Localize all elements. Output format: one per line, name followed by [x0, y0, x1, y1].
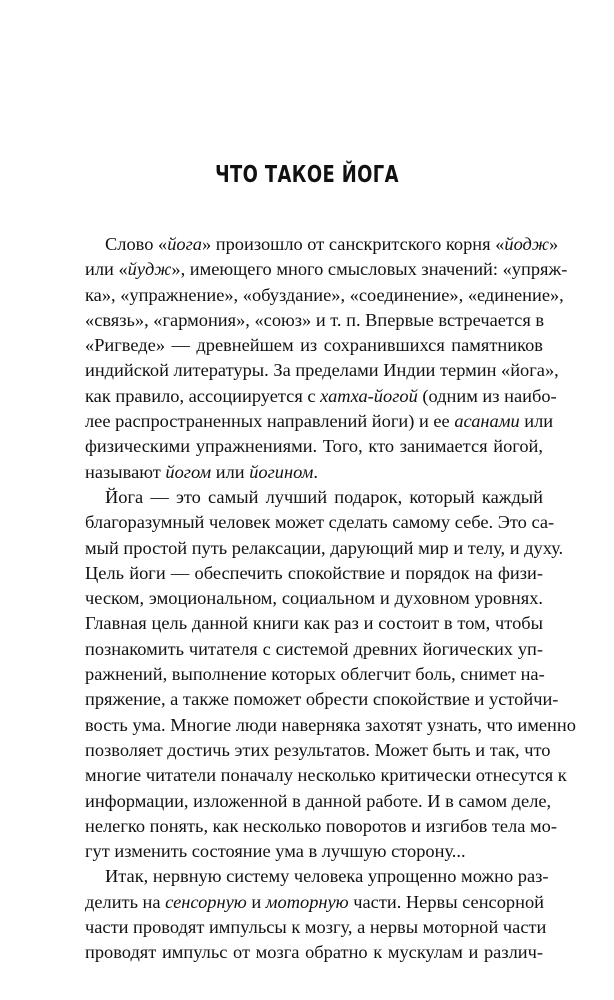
text-line: или «йудж», имеющего много смысловых значений: «упряж- [85, 259, 568, 280]
text-line: Цель йоги — обеспечить спокойствие и порядок на физи- [85, 562, 543, 583]
text-line: Йога — это самый лучший подарок, который каждый [105, 486, 543, 507]
text-line: индийской литературы. За пределами Индии термин «йога», [85, 360, 559, 381]
text-line: называют йогом или йогином. [85, 461, 318, 482]
text-line: позволяет достичь этих результатов. Может быть и так, что [85, 739, 551, 760]
text-line: проводят импульс от мозга обратно к мускулам и различ- [85, 942, 543, 963]
text-line: Итак, нервную систему человека упрощенно можно раз- [105, 866, 549, 887]
text-line: части проводят импульсы к мозгу, а нервы моторной части [85, 917, 547, 938]
text-line: ражнений, выполнение которых облегчит боль, снимет на- [85, 664, 545, 685]
text-line: пряжение, а также поможет обрести спокойствие и устойчи- [85, 689, 559, 710]
text-line: мый простой путь релаксации, дарующий мир и телу, и духу. [85, 537, 564, 558]
chapter-title: ЧТО ТАКОЕ ЙОГА [215, 162, 399, 188]
text-line: гут изменить состояние ума в лучшую сторону... [85, 841, 466, 862]
text-line: как правило, ассоциируется с хатха-йогой (одним из наибо- [85, 385, 557, 406]
text-line: многие читатели поначалу несколько критически отнесутся к [85, 765, 567, 786]
text-line: нелегко понять, как несколько поворотов и изгибов тела мо- [85, 815, 557, 836]
text-line: делить на сенсорную и моторную части. Нервы сенсорной [85, 891, 544, 912]
text-line: «связь», «гармония», «союз» и т. п. Впервые встречается в [85, 309, 545, 330]
text-line: вость ума. Многие люди наверняка захотят узнать, что именно [85, 714, 576, 735]
text-line: благоразумный человек может сделать самому себе. Это са- [85, 512, 555, 533]
text-line: «Ригведе» — древнейшем из сохранившихся памятников [85, 335, 543, 356]
text-line: физическими упражнениями. Того, кто занимается йогой, [85, 436, 543, 457]
text-line: ка», «упражнение», «обуздание», «соединение», «единение», [85, 284, 564, 305]
text-line: познакомить читателя с системой древних йогических уп- [85, 638, 543, 659]
text-line: ческом, эмоциональном, социальном и духовном уровнях. [85, 588, 543, 609]
text-line: лее распространенных направлений йоги) и ее асанами или [85, 411, 554, 432]
body-text [85, 232, 576, 966]
text-line: информации, изложенной в данной работе. И в самом деле, [85, 790, 552, 811]
text-line: Слово «йога» произошло от санскритского корня «йодж» [105, 234, 559, 254]
text-line: Главная цель данной книги как раз и состоит в том, чтобы [85, 613, 543, 634]
